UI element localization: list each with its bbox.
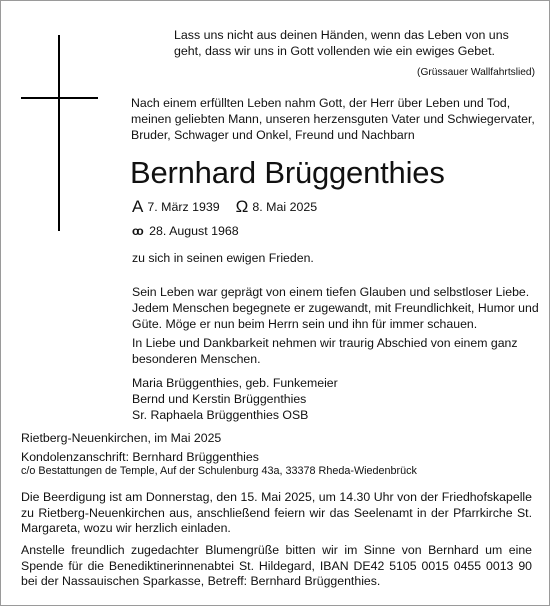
marriage-date: 28. August 1968 xyxy=(149,224,239,238)
life-text: Sein Leben war geprägt von einem tiefen Glauben und selbstloser Liebe. Jedem Menschen begegnete er zugewandt, mit Freundlichkeit, Humor und Güte. Möge er nun beim Herrn sein und ihn für immer schauen. xyxy=(132,285,539,331)
birth-date: 7. März 1939 xyxy=(147,200,220,214)
condolence-address-detail: c/o Bestattungen de Temple, Auf der Schulenburg 43a, 33378 Rheda-Wiedenbrück xyxy=(21,465,417,477)
birth-symbol-icon: A xyxy=(132,197,144,216)
quote-source: (Grüssauer Wallfahrtslied) xyxy=(417,67,535,78)
deceased-name: Bernhard Brüggenthies xyxy=(130,155,445,190)
peace-line: zu sich in seinen ewigen Frieden. xyxy=(132,251,314,265)
funeral-text: Die Beerdigung ist am Donnerstag, den 15. Mai 2025, um 14.30 Uhr von der Friedhofskapelle zu Rietberg-Neuenkirchen aus, anschließend feiern wir das Seelenamt in der Pfarrkirche St. Margareta, wozu wir herzlich einladen. xyxy=(21,490,532,535)
mourner-name: Bernd und Kerstin Brüggenthies xyxy=(132,392,307,406)
cross-symbol-horizontal xyxy=(21,97,98,99)
mourners-list xyxy=(132,375,542,423)
condolence-address: Kondolenzanschrift: Bernhard Brüggenthies xyxy=(21,450,259,464)
mourner-name: Maria Brüggenthies, geb. Funkemeier xyxy=(132,376,338,390)
quote-text: Lass uns nicht aus deinen Händen, wenn das Leben von uns geht, dass wir uns in Gott vollenden wie ein ewiges Gebet. xyxy=(174,28,509,58)
marriage-date-line xyxy=(132,222,239,240)
wedding-rings-icon: oo xyxy=(132,224,141,238)
life-dates xyxy=(132,198,317,216)
intro-text: Nach einem erfüllten Leben nahm Gott, der Herr über Leben und Tod, meinen geliebten Mann, unseren herzensguten Vater und Schwiegervater, Bruder, Schwager und Onkel, Freund und Nachbarn xyxy=(131,96,535,142)
cross-symbol-vertical xyxy=(58,35,60,231)
place-date: Rietberg-Neuenkirchen, im Mai 2025 xyxy=(21,431,222,445)
mourner-name: Sr. Raphaela Brüggenthies OSB xyxy=(132,408,309,422)
donation-text: Anstelle freundlich zugedachter Blumengrüße bitten wir im Sinne von Bernhard um eine Spende für die Benediktinerinnenabtei St. Hildegard, IBAN DE42 5105 0015 0455 0013 90 bei der Nassauischen Sparkasse, Betreff: Bernhard Brüggenthies. xyxy=(21,543,532,588)
thanks-text: In Liebe und Dankbarkeit nehmen wir traurig Abschied von einem ganz besonderen Menschen. xyxy=(132,336,518,366)
death-symbol-icon: Ω xyxy=(235,197,249,216)
death-date: 8. Mai 2025 xyxy=(252,200,318,214)
